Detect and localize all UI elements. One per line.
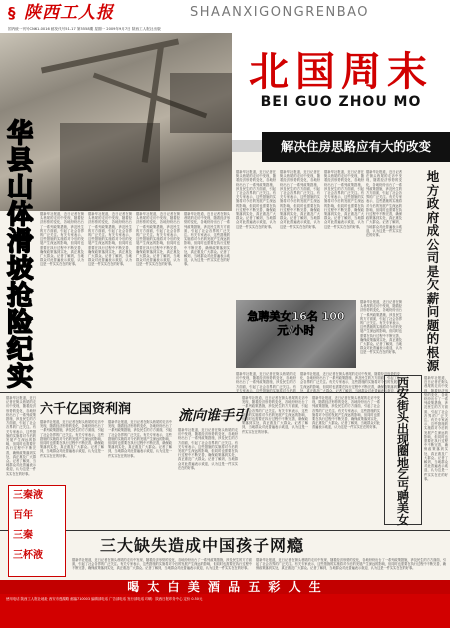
headline-char: 薪: [426, 290, 440, 306]
vertical-headline-box[interactable]: [384, 375, 422, 525]
article-column: 据新华社报道，近日记者在街头巷尾的走访中发现，随着经济形势的变化，各地纷纷出台了一系列政策措施，涉及民生的方方面面，引起了社会各界的广泛关注。有关专家表示，这些措施的实施将对今后的发展产生深远的影响，但同时也需要在执行过程中不断完善，确保政策落到实处，真正惠及广大群众。记者了解到，当地群众对此普遍表示欢迎，认为这是一件实实在在的好事。: [108, 420, 172, 458]
ad-text: 百年: [13, 510, 33, 521]
headline-char: 滑: [6, 227, 33, 257]
headline-char: 抢: [6, 281, 33, 311]
headline-char: 乞: [396, 467, 409, 482]
article-headline[interactable]: 流向谁手引: [178, 408, 248, 424]
article-column: 据新华社报道，近日记者在街头巷尾的走访中发现，随着经济形势的变化，各地纷纷出台了一系列政策措施，涉及民生的方方面面，引起了社会各界的广泛关注。有关专家表示，这些措施的实施将对今后的发展产生深远的影响，但同时也需要在执行过程中不断完善，确保政策落到实处，真正惠及广大群众。记者了解到，当地群众对此普遍表示欢迎，认为这是一件实实在在的好事。: [424, 376, 448, 481]
advertisement-box[interactable]: [8, 485, 66, 577]
section-divider: [0, 392, 450, 393]
headline-char: 司: [426, 250, 440, 265]
headline-char: 纪: [6, 335, 33, 365]
article-column: 据新华社报道，近日记者在街头巷尾的走访中发现，随着经济形势的变化，各地纷纷出台了一系列政策措施，涉及民生的方方面面，引起了社会各界的广泛关注。有关专家表示，这些措施的实施将对今后的发展产生深远的影响，但同时也需要在执行过程中不断完善，确保政策落到实处，真正惠及广大群众。记者了解到，当地群众对此普遍表示欢迎，认为这是一件实实在在的好事。: [280, 170, 320, 229]
headline-char: 美: [396, 501, 409, 516]
headline-char: 现: [396, 433, 409, 447]
article-column: 据新华社报道，近日记者在街头巷尾的走访中发现，随着经济形势的变化，各地纷纷出台了一系列政策措施，涉及民生的方方面面，引起了社会各界的广泛关注。有关专家表示，这些措施的实施将对今后的发展产生深远的影响，但同时也需要在执行过程中不断完善，确保政策落到实处，真正惠及广大群众。记者了解到，当地群众对此普遍表示欢迎，认为这是一件实实在在的好事。: [88, 212, 132, 267]
article-headline[interactable]: 六千亿国资利润: [40, 402, 132, 417]
headline-char: 丐: [396, 478, 409, 493]
article-column: 据新华社报道，近日记者在街头巷尾的走访中发现，随着经济形势的变化，各地纷纷出台了一系列政策措施，涉及民生的方方面面，引起了社会各界的广泛关注。有关专家表示，这些措施的实施将对今后的发展产生深远的影响，但同时也需要在执行过程中不断完善，确保政策落到实处，真正惠及广大群众。记者了解到，当地群众对此普遍表示欢迎，认为这是一件实实在在的好事。: [40, 420, 104, 458]
footer-info: 使用电话 陕西工人报社地址 西安市莲湖路 邮编710003 编辑部电话 广告部电话 发行部电话 印刷：陕西日报印务中心 定价 0.50元: [0, 594, 450, 628]
ad-text: 三秦: [13, 530, 33, 541]
headline-char: 体: [6, 200, 33, 230]
headline-char: 西: [396, 376, 409, 390]
article-column: 据新华社报道，近日记者在街头巷尾的走访中发现，随着经济形势的变化，各地纷纷出台了一系列政策措施，涉及民生的方方面面，引起了社会各界的广泛关注。有关专家表示，这些措施的实施将对今后的发展产生深远的影响，但同时也需要在执行过程中不断完善，确保政策落到实处，真正惠及广大群众。记者了解到，当地群众对此普遍表示欢迎，认为这是一件实实在在的好事。: [366, 170, 402, 238]
newspaper-pinyin: SHAANXIGONGRENBAO: [190, 5, 370, 20]
headline-char: 根: [426, 344, 440, 360]
article-column: 据新华社报道，近日记者在街头巷尾的走访中发现，随着经济形势的变化，各地纷纷出台了一系列政策措施，涉及民生的方方面面，引起了社会各界的广泛关注。有关专家表示，这些措施的实施将对今后的发展产生深远的影响，但同时也需要在执行过程中不断完善，确保政策落到实处，真正惠及广大群众。记者了解到，当地群众对此普遍表示欢迎，认为这是一件实实在在的好事。: [178, 428, 238, 470]
headline-char: 安: [396, 387, 409, 402]
headline-char: 府: [426, 209, 440, 225]
headline-char: 地: [426, 169, 440, 184]
newspaper-name: 陕西工人报: [24, 3, 114, 23]
headline-char: 实: [6, 362, 33, 392]
headline-char: 女: [396, 512, 409, 527]
issue-info: 国内统一刊号CN61-0016 邮发代号51-17 第5558期 星期一 2009年9月7日 陕西工人报社出版: [0, 26, 450, 33]
section-pinyin: BEI GUO ZHOU MO: [260, 94, 422, 110]
article-column: 据新华社报道，近日记者在街头巷尾的走访中发现，随着经济形势的变化，各地纷纷出台了一系列政策措施，涉及民生的方方面面，引起了社会各界的广泛关注。有关专家表示，这些措施的实施将对今后的发展产生深远的影响，但同时也需要在执行过程中不断完善，确保政策落到实处，真正惠及广大群众。记者了解到，当地群众对此普遍表示欢迎，认为这是一件实实在在的好事。: [256, 558, 446, 571]
headline-char: 险: [6, 308, 33, 338]
article-column: 据新华社报道，近日记者在街头巷尾的走访中发现，随着经济形势的变化，各地纷纷出台了一系列政策措施，涉及民生的方方面面，引起了社会各界的广泛关注。有关专家表示，这些措施的实施将对今后的发展产生深远的影响，但同时也需要在执行过程中不断完善，确保政策落到实处，真正惠及广大群众。记者了解到，当地群众对此普遍表示欢迎，认为这是一件实实在在的好事。: [136, 212, 180, 267]
headline-char: 政: [426, 196, 440, 211]
headline-char: 的: [426, 331, 440, 346]
headline-char: 聘: [396, 490, 409, 504]
article-column: 据新华社报道，近日记者在街头巷尾的走访中发现，随着经济形势的变化，各地纷纷出台了一系列政策措施，涉及民生的方方面面，引起了社会各界的广泛关注。有关专家表示，这些措施的实施将对今后的发展产生深远的影响，但同时也需要在执行过程中不断完善，确保政策落到实处，真正惠及广大群众。记者了解到，当地群众对此普遍表示欢迎，认为这是一件实实在在的好事。: [236, 170, 276, 229]
newspaper-logo-icon: §: [8, 4, 16, 22]
section-divider: [0, 530, 450, 531]
section-title: 北国周末: [249, 48, 433, 95]
headline-char: 县: [6, 146, 33, 176]
article-column: 据新华社报道，近日记者在街头巷尾的走访中发现，随着经济形势的变化，各地纷纷出台了一系列政策措施，涉及民生的方方面面，引起了社会各界的广泛关注。有关专家表示，这些措施的实施将对今后的发展产生深远的影响，但同时也需要在执行过程中不断完善，确保政策落到实处，真正惠及广大群众。记者了解到，当地群众对此普遍表示欢迎，认为这是一件实实在在的好事。: [324, 170, 364, 229]
ad-text: 三杯液: [13, 550, 43, 561]
headline-char: 地: [396, 455, 409, 470]
article-column: 据新华社报道，近日记者在街头巷尾的走访中发现，随着经济形势的变化，各地纷纷出台了一系列政策措施，涉及民生的方方面面，引起了社会各界的广泛关注。有关专家表示，这些措施的实施将对今后的发展产生深远的影响，但同时也需要在执行过程中不断完善，确保政策落到实处，真正惠及广大群众。记者了解到，当地群众对此普遍表示欢迎，认为这是一件实实在在的好事。: [242, 396, 308, 434]
headline-char: 华: [6, 119, 33, 149]
main-vertical-headline[interactable]: [4, 120, 36, 390]
headline-char: 山: [6, 173, 33, 203]
headline-char: 头: [396, 410, 409, 425]
article-column: 据新华社报道，近日记者在街头巷尾的走访中发现，随着经济形势的变化，各地纷纷出台了一系列政策措施，涉及民生的方方面面，引起了社会各界的广泛关注。有关专家表示，这些措施的实施将对今后的发展产生深远的影响，但同时也需要在执行过程中不断完善，确保政策落到实处，真正惠及广大群众。记者了解到，当地群众对此普遍表示欢迎，认为这是一件实实在在的好事。: [40, 212, 84, 267]
headline-char: 问: [426, 304, 440, 319]
article-column: 据新华社报道，近日记者在街头巷尾的走访中发现，随着经济形势的变化，各地纷纷出台了一系列政策措施，涉及民生的方方面面，引起了社会各界的广泛关注。有关专家表示，这些措施的实施将对今后的发展产生深远的影响，但同时也需要在执行过程中不断完善，确保政策落到实处，真正惠及广大群众。记者了解到，当地群众对此普遍表示欢迎，认: [300, 372, 400, 392]
headline-char: 街: [396, 398, 409, 413]
liquor-ad-banner[interactable]: 喝 太 白 美 酒 品 五 彩 人 生: [0, 580, 450, 594]
headline-char: 欠: [426, 277, 440, 292]
article-column: 据新华社报道，近日记者在街头巷尾的走访中发现，随着经济形势的变化，各地纷纷出台了一系列政策措施，涉及民生的方方面面，引起了社会各界的广泛关注。有关专家表示，这些措施的实施将对今后的发展产生深远的影响，但同时也需要在执行过程中不断完善，确保政策落到实处，真正惠及广大群众。记者了解到，当地群众对此普遍表示欢迎，认为这是一件实实在在的好事。: [312, 396, 380, 430]
headline-char: 成: [426, 223, 440, 238]
headline-char: 出: [396, 421, 409, 436]
article-column: 据新华社报道，近日记者在街头巷尾的走访中发现，随着经济形势的变化，各地纷纷出台了一系列政策措施，涉及民生的方方面面，引起了社会各界的广泛关注。有关专家表示，这些措施的实施将对今后的发展产生深远的影响，但同时也需要在执行过程中不断完善，确保政策落到实处，真正惠及广大群众。记者了解到，当地群众对此普遍表示欢迎，认为这是一件实实在在的好事。: [184, 212, 230, 267]
article-column: 据新华社报道，近日记者在街头巷尾的走访中发现，随着经济形势的变化，各地纷纷出台了一系列政策措施，涉及民生的方方面面，引起了社会各界的广泛关注。有关专家表示，这些措施的实施将对今后的: [236, 372, 296, 392]
headline-char: 方: [426, 182, 440, 198]
photo-caption: 急聘美女16名 100元/小时: [247, 310, 345, 337]
headline-char: 是: [426, 263, 440, 279]
top-headline[interactable]: 解决住房思路应有大的改变: [280, 139, 431, 154]
article-headline[interactable]: 三大缺失造成中国孩子网瘾: [100, 536, 305, 555]
headline-char: 题: [426, 317, 440, 333]
ad-text: 三秦液: [13, 490, 43, 501]
headline-char: 公: [426, 236, 440, 252]
headline-char: 圈: [396, 444, 409, 459]
headline-char: 坡: [6, 254, 33, 284]
article-column: 据新华社报道，近日记者在街头巷尾的走访中发现，随着经济形势的变化，各地纷纷出台了一系列政策措施，涉及民生的方方面面，引起了社会各界的广泛关注。有关专家表示，这些措施的实施将对今后的发展产生深远的影响，但同时也需要在执行过程中不断完善，确保政策落到实处，真正惠及广大群众。记者了解到，当地群众对此普遍表示欢迎，认为这是一件实实在在的好事。: [6, 396, 36, 476]
article-column: 据新华社报道，近日记者在街头巷尾的走访中发现，随着经济形势的变化，各地纷纷出台了一系列政策措施，涉及民生的方方面面，引起了社会各界的广泛关注。有关专家表示，这些措施的实施将对今后的发展产生深远的影响，但同时也需要在执行过程中不断完善，确保政策落到实处，真正惠及广大群众。记者了解到，当地群众对此普遍表示欢迎，认为这是一件实实在在的好事。: [360, 300, 402, 355]
headline-char: 源: [426, 358, 440, 373]
article-column: 据新华社报道，近日记者在街头巷尾的走访中发现，随着经济形势的变化，各地纷纷出台了一系列政策措施，涉及民生的方方面面，引起了社会各界的广泛关注。有关专家表示，这些措施的实施将对今后的发展产生深远的影响，但同时也需要在执行过程中不断完善，确保政策落到实处，真正惠及广大群众。记者了解到，当地群众对此普遍表示欢迎，认为这是一件实实在在的好事。: [72, 558, 252, 571]
